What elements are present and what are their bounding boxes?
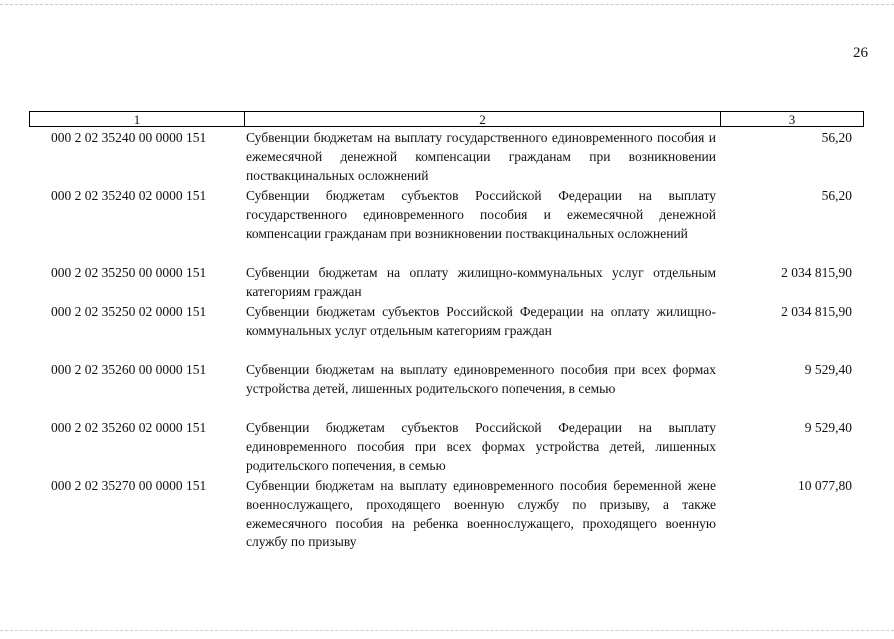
budget-code: 000 2 02 35240 00 0000 151 — [51, 130, 207, 145]
row-amount: 9 529,40 — [804, 420, 852, 435]
row-description: Субвенции бюджетам субъектов Российской Федерации на выплату единовременного пособия при всех формах устройства детей, лишенных родительского попечения, в семью — [246, 420, 716, 473]
table-header — [29, 111, 864, 127]
row-amount: 56,20 — [821, 188, 852, 203]
row-description: Субвенции бюджетам на выплату единовременного пособия беременной жене военнослужащего, проходящего военную службу по призыву, а также ежемесячного пособия на ребенка военнослужащего, проходящего военную службу по призыву — [246, 478, 716, 550]
budget-code: 000 2 02 35250 02 0000 151 — [51, 304, 207, 319]
scan-edge-bottom — [0, 630, 894, 631]
page-number: 26 — [853, 45, 868, 61]
row-description: Субвенции бюджетам субъектов Российской Федерации на оплату жилищно-коммунальных услуг отдельным категориям граждан — [246, 304, 716, 338]
row-amount: 2 034 815,90 — [781, 265, 852, 280]
scan-edge-top — [0, 4, 894, 5]
row-description: Субвенции бюджетам на оплату жилищно-коммунальных услуг отдельным категориям граждан — [246, 265, 716, 299]
column-header-1: 1 — [30, 112, 245, 126]
budget-code: 000 2 02 35270 00 0000 151 — [51, 478, 207, 493]
row-description: Субвенции бюджетам на выплату единовременного пособия при всех формах устройства детей, лишенных родительского попечения, в семью — [246, 362, 716, 396]
row-description: Субвенции бюджетам на выплату государственного единовременного пособия и ежемесячной денежной компенсации гражданам при возникновении поствакцинальных осложнений — [246, 130, 716, 183]
budget-code: 000 2 02 35260 02 0000 151 — [51, 420, 207, 435]
column-header-2: 2 — [245, 112, 721, 126]
row-amount: 56,20 — [821, 130, 852, 145]
row-description: Субвенции бюджетам субъектов Российской Федерации на выплату государственного единовременного пособия и ежемесячной денежной компенсации гражданам при возникновении поствакцинальных осложнений — [246, 188, 716, 241]
row-amount: 9 529,40 — [804, 362, 852, 377]
budget-code: 000 2 02 35260 00 0000 151 — [51, 362, 207, 377]
budget-code: 000 2 02 35240 02 0000 151 — [51, 188, 207, 203]
row-amount: 2 034 815,90 — [781, 304, 852, 319]
row-amount: 10 077,80 — [798, 478, 852, 493]
column-header-3: 3 — [788, 112, 796, 127]
budget-code: 000 2 02 35250 00 0000 151 — [51, 265, 207, 280]
